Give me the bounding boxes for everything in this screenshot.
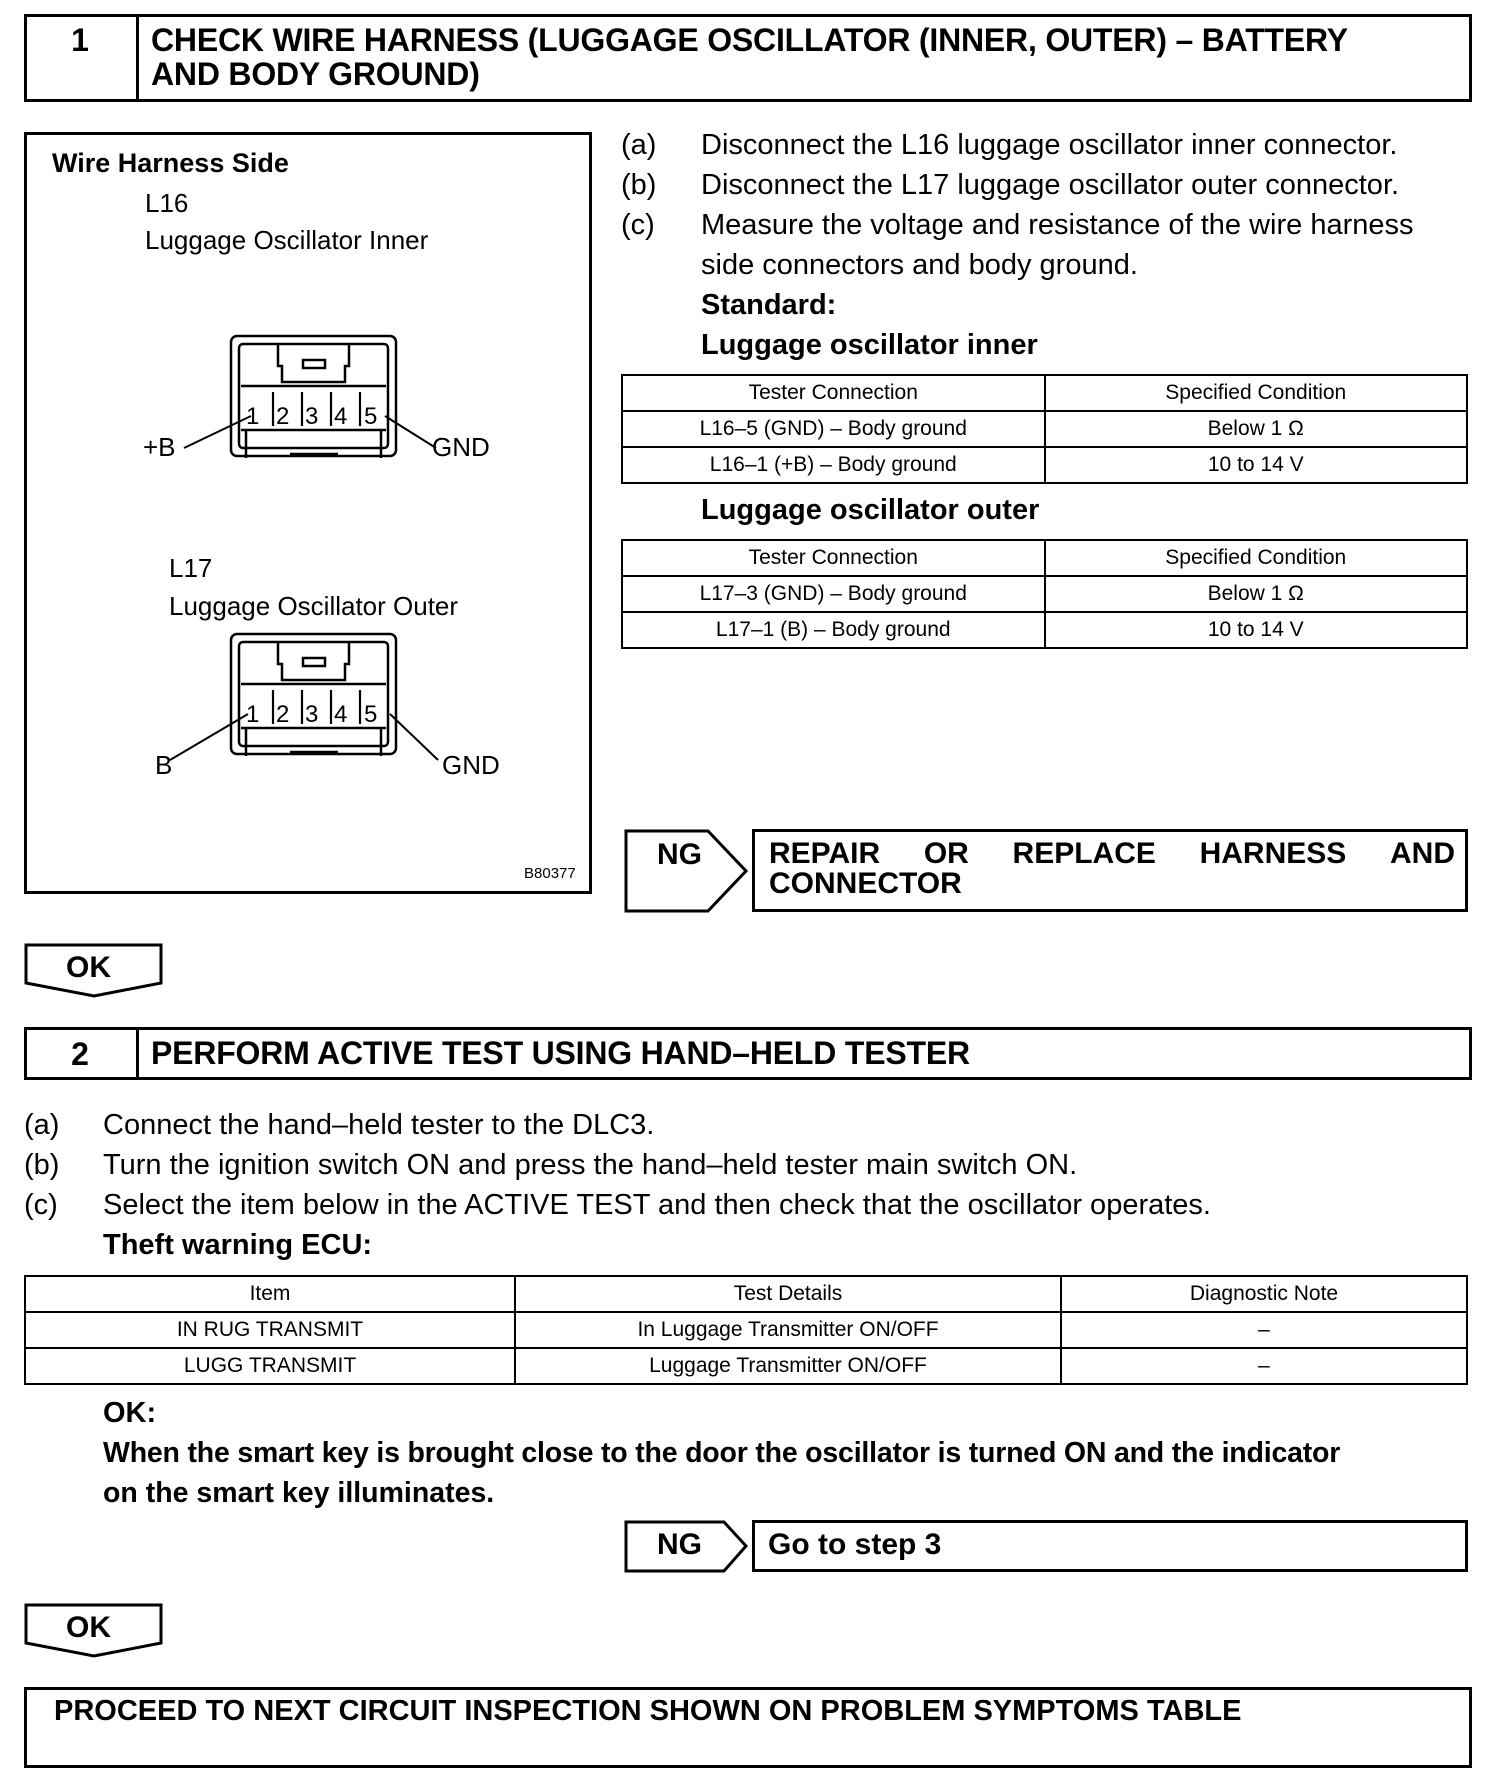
table-cell: 10 to 14 V xyxy=(1045,612,1468,648)
step2-marker-c: (c) xyxy=(24,1189,58,1221)
inner-spec-table xyxy=(621,374,1468,484)
l17-pin-2: 2 xyxy=(276,701,290,728)
ng1-word: HARNESS xyxy=(1199,837,1347,870)
table-cell: 10 to 14 V xyxy=(1045,447,1468,483)
table-row xyxy=(622,447,1467,483)
table-cell: Below 1 Ω xyxy=(1045,411,1468,447)
table-row xyxy=(622,411,1467,447)
step2-text-a: Connect the hand–held tester to the DLC3. xyxy=(103,1109,655,1141)
table-row xyxy=(25,1348,1467,1384)
ng1-word: REPLACE xyxy=(1012,837,1156,870)
table-cell: L17–1 (B) – Body ground xyxy=(622,612,1045,648)
step2-title: PERFORM ACTIVE TEST USING HAND–HELD TESTER xyxy=(151,1035,970,1071)
step1-divider xyxy=(136,14,139,102)
ok-condition-line2: on the smart key illuminates. xyxy=(103,1477,495,1509)
ng1-word: AND xyxy=(1390,837,1455,870)
ng1-word: REPAIR xyxy=(769,837,881,870)
table-header: Tester Connection xyxy=(622,375,1045,411)
step1-title-line2: AND BODY GROUND) xyxy=(151,56,480,92)
standard-label: Standard: xyxy=(701,289,837,321)
ok1-label: OK xyxy=(66,951,111,984)
table-header: Tester Connection xyxy=(622,540,1045,576)
active-test-table xyxy=(24,1275,1468,1385)
l17-right-label: GND xyxy=(442,750,500,780)
table-cell: Below 1 Ω xyxy=(1045,576,1468,612)
step1-marker-c: (c) xyxy=(621,209,655,241)
step1-text-b: Disconnect the L17 luggage oscillator outer connector. xyxy=(701,169,1400,201)
l16-pin-3: 3 xyxy=(305,403,319,430)
table-header-row xyxy=(622,540,1467,576)
table-header: Specified Condition xyxy=(1045,540,1468,576)
table-header-row xyxy=(622,375,1467,411)
step2-marker-b: (b) xyxy=(24,1149,60,1181)
step1-marker-b: (b) xyxy=(621,169,657,201)
table-cell: Luggage Transmitter ON/OFF xyxy=(515,1348,1061,1384)
final-instruction: PROCEED TO NEXT CIRCUIT INSPECTION SHOWN ON PROBLEM SYMPTOMS TABLE xyxy=(54,1695,1242,1727)
ng1-label: NG xyxy=(657,838,702,871)
ok2-label: OK xyxy=(66,1611,111,1644)
inner-table-caption: Luggage oscillator inner xyxy=(701,329,1038,361)
step1-marker-a: (a) xyxy=(621,129,657,161)
step1-text-c-cont: side connectors and body ground. xyxy=(701,249,1138,281)
l16-right-label: GND xyxy=(432,432,490,462)
l17-pin-5: 5 xyxy=(364,701,378,728)
table-cell: L16–5 (GND) – Body ground xyxy=(622,411,1045,447)
l16-name: Luggage Oscillator Inner xyxy=(145,225,429,255)
table-header-row xyxy=(25,1276,1467,1312)
step2-divider xyxy=(136,1027,139,1080)
step1-text-c: Measure the voltage and resistance of the wire harness xyxy=(701,209,1414,241)
l17-left-label: B xyxy=(155,750,173,780)
ng1-word: OR xyxy=(923,837,969,870)
outer-table-caption: Luggage oscillator outer xyxy=(701,494,1040,526)
l16-left-label: +B xyxy=(143,432,176,462)
table-cell: L16–1 (+B) – Body ground xyxy=(622,447,1045,483)
table-cell: IN RUG TRANSMIT xyxy=(25,1312,515,1348)
step1-text-a: Disconnect the L16 luggage oscillator inner connector. xyxy=(701,129,1398,161)
table-header: Specified Condition xyxy=(1045,375,1468,411)
outer-spec-table xyxy=(621,539,1468,649)
l17-pin-1: 1 xyxy=(246,701,260,728)
l17-code: L17 xyxy=(169,553,213,583)
l16-pin-2: 2 xyxy=(276,403,290,430)
table-row xyxy=(25,1312,1467,1348)
l17-pin-3: 3 xyxy=(305,701,319,728)
ecu-label: Theft warning ECU: xyxy=(103,1229,373,1261)
table-cell: – xyxy=(1061,1312,1467,1348)
table-cell: LUGG TRANSMIT xyxy=(25,1348,515,1384)
ok-condition-line1: When the smart key is brought close to the door the oscillator is turned ON and the indicator xyxy=(103,1437,1341,1469)
ng1-action-line1 xyxy=(769,837,1455,871)
table-header: Test Details xyxy=(515,1276,1061,1312)
table-cell: L17–3 (GND) – Body ground xyxy=(622,576,1045,612)
l16-pin-1: 1 xyxy=(246,403,260,430)
table-row xyxy=(622,576,1467,612)
table-cell: In Luggage Transmitter ON/OFF xyxy=(515,1312,1061,1348)
table-header: Diagnostic Note xyxy=(1061,1276,1467,1312)
l16-code: L16 xyxy=(145,188,189,218)
ng1-action-line2: CONNECTOR xyxy=(769,867,962,900)
table-row xyxy=(622,612,1467,648)
step1-number: 1 xyxy=(71,22,89,58)
diagram-heading: Wire Harness Side xyxy=(52,148,289,178)
step2-number: 2 xyxy=(71,1036,89,1072)
l17-pin-4: 4 xyxy=(334,701,348,728)
figure-id: B80377 xyxy=(524,865,576,882)
step2-marker-a: (a) xyxy=(24,1109,60,1141)
step2-text-c: Select the item below in the ACTIVE TEST and then check that the oscillator operates. xyxy=(103,1189,1211,1221)
ok-condition-label: OK: xyxy=(103,1397,157,1429)
table-header: Item xyxy=(25,1276,515,1312)
ng2-label: NG xyxy=(657,1528,702,1561)
table-cell: – xyxy=(1061,1348,1467,1384)
l16-pin-5: 5 xyxy=(364,403,378,430)
step1-title-line1: CHECK WIRE HARNESS (LUGGAGE OSCILLATOR (INNER, OUTER) – BATTERY xyxy=(151,22,1348,58)
ng2-action: Go to step 3 xyxy=(768,1528,942,1561)
step2-text-b: Turn the ignition switch ON and press the hand–held tester main switch ON. xyxy=(103,1149,1078,1181)
l16-pin-4: 4 xyxy=(334,403,348,430)
l17-name: Luggage Oscillator Outer xyxy=(169,591,459,621)
